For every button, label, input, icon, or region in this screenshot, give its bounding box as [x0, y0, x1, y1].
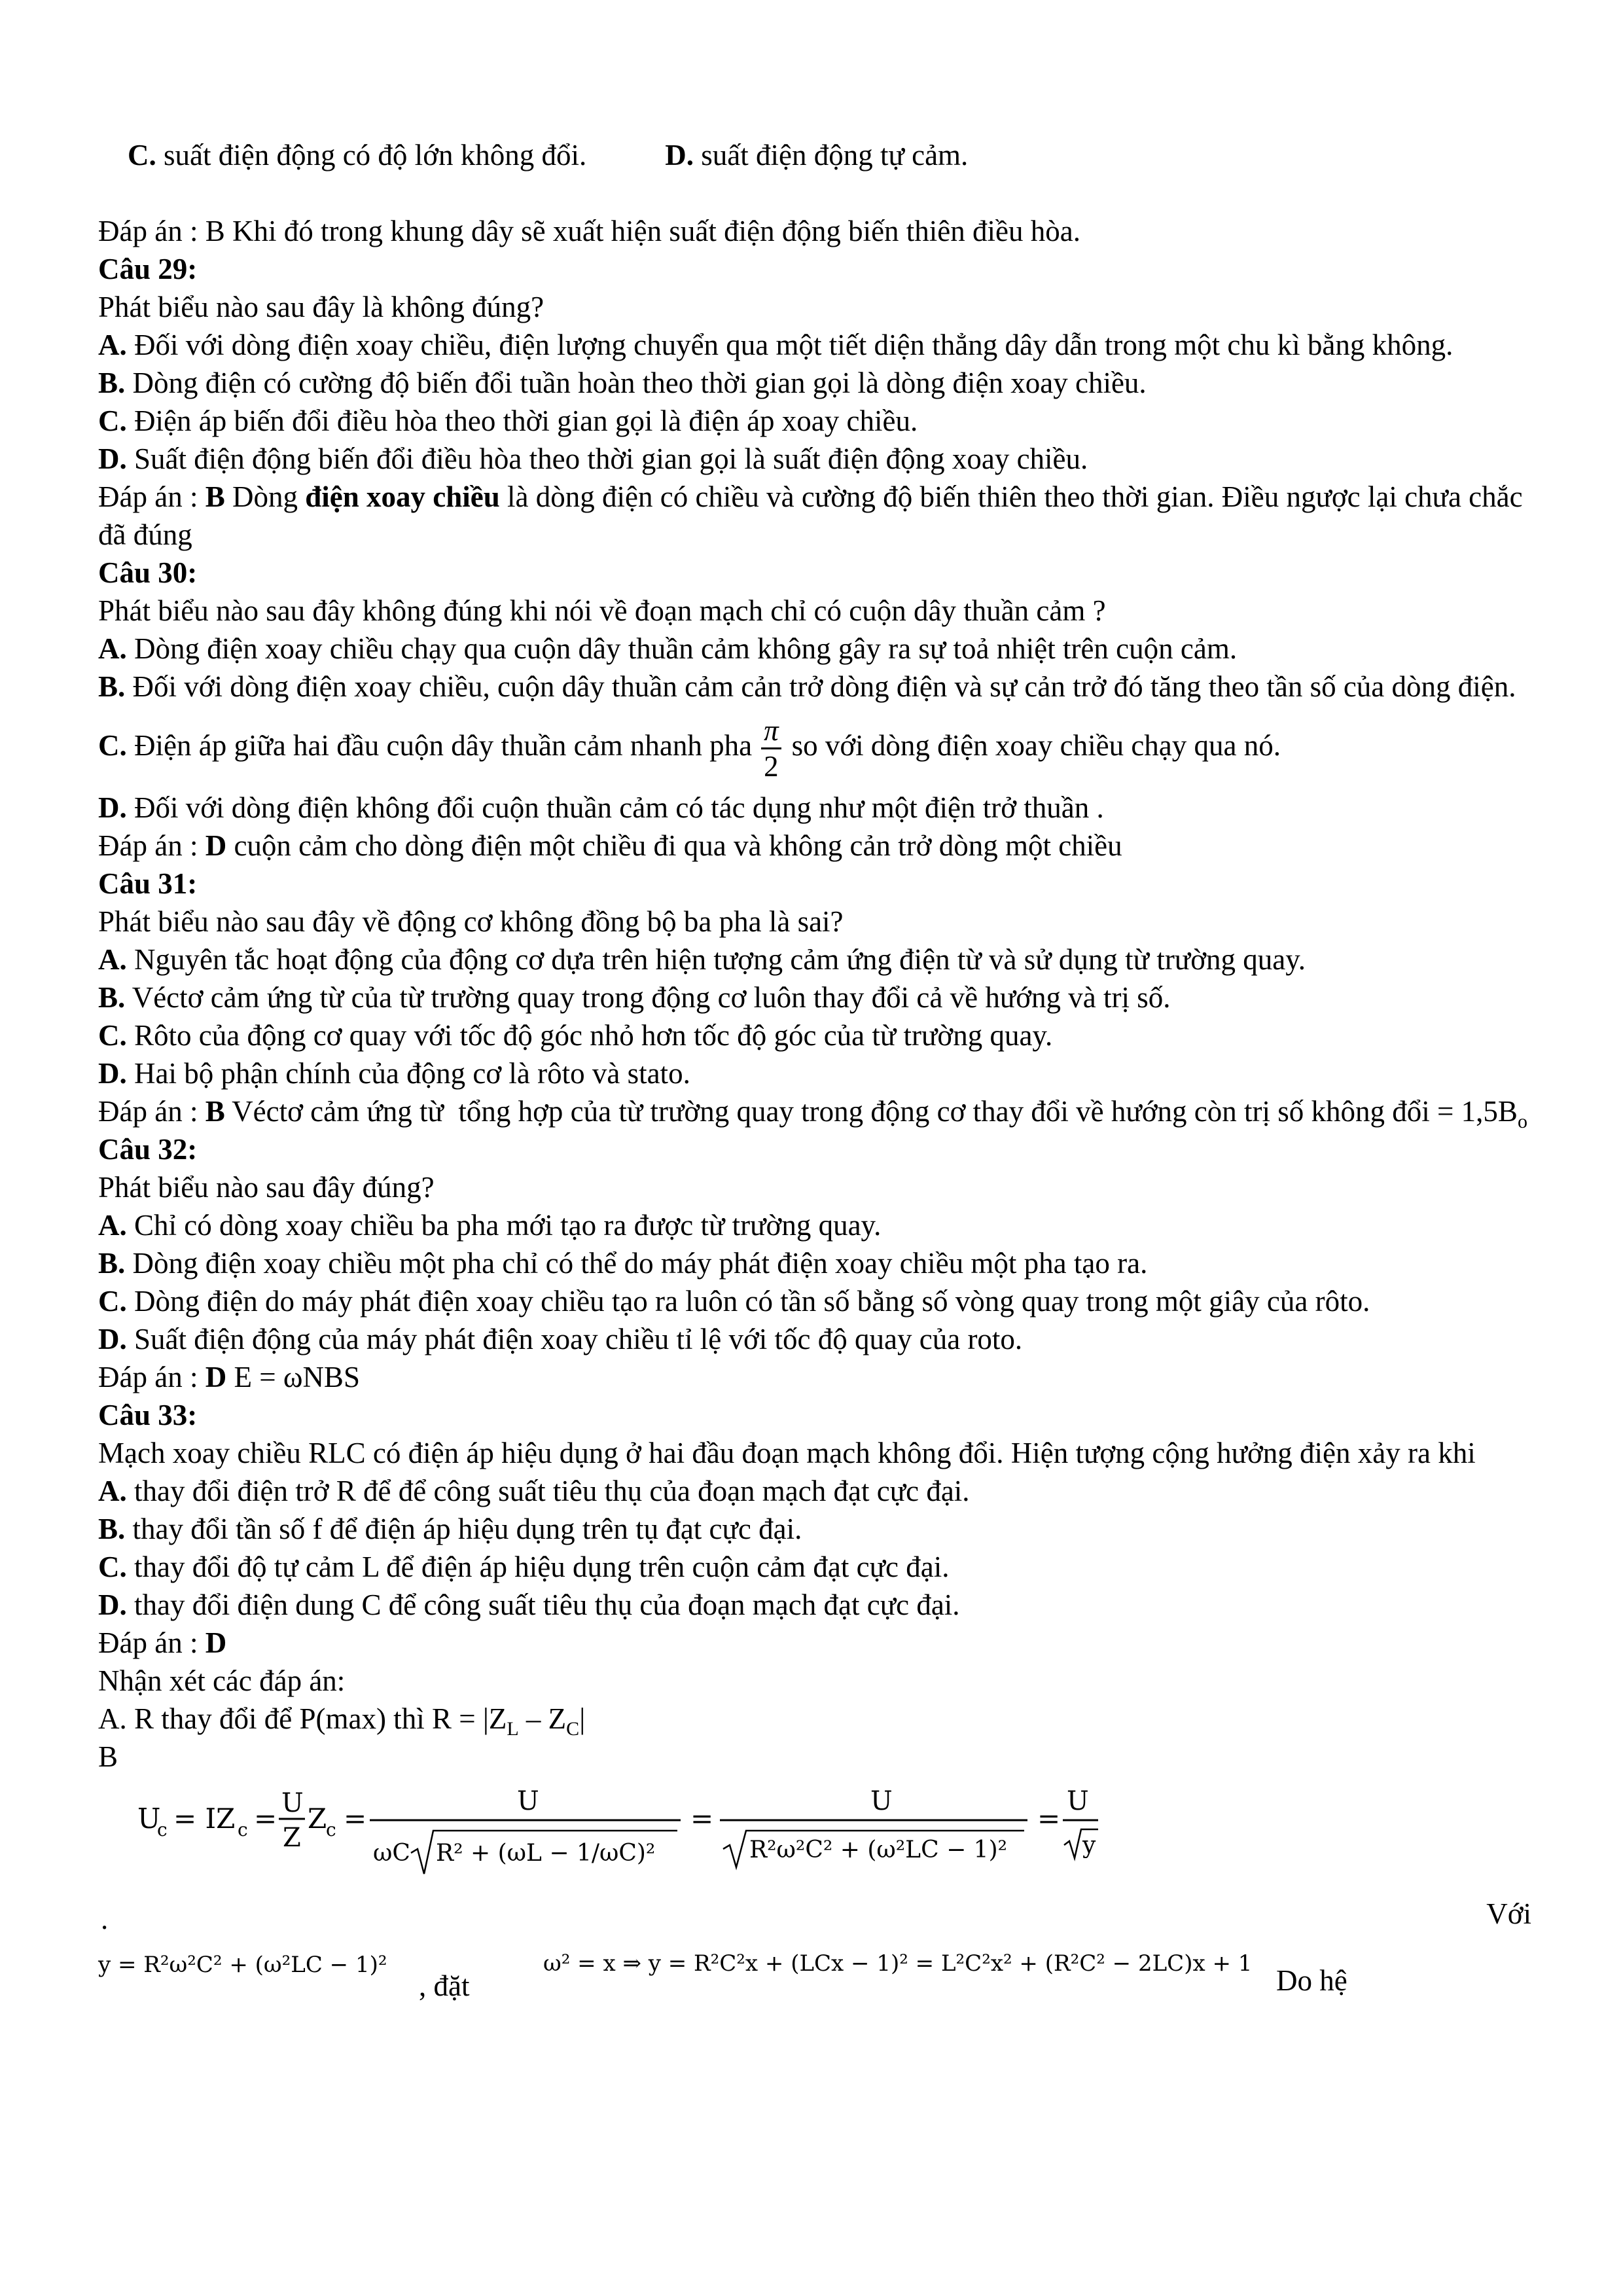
remark-heading: Nhận xét các đáp án: [98, 1664, 346, 1697]
option-d [98, 1320, 1531, 1358]
option-label: C. [98, 1285, 127, 1318]
answer-letter: B [205, 480, 225, 513]
answer-line [98, 827, 1531, 865]
answer-text: Dòng [224, 480, 306, 513]
option-text: Véctơ cảm ứng từ của từ trường quay trong động cơ luôn thay đổi cả về hướng và trị số. [125, 981, 1171, 1014]
option-d [98, 440, 1531, 478]
option-label: D. [98, 442, 127, 475]
eq-subscript: c [157, 1819, 168, 1840]
subscript: o [1517, 1111, 1527, 1132]
option-line-c-d [98, 98, 1531, 212]
option-label: C. [128, 139, 156, 171]
option-label: C. [98, 404, 127, 437]
option-text: Đối với dòng điện không đổi cuộn thuần cảm có tác dụng như một điện trở thuần . [126, 791, 1104, 824]
answer-letter: B [205, 1095, 225, 1128]
answer-text: là dòng điện có chiều và cường độ biến thiên theo thời gian. Điều ngược lại chưa chắc đã đúng [98, 480, 1530, 551]
option-text: thay đổi độ tự cảm L để điện áp hiệu dụng trên cuộn cảm đạt cực đại. [126, 1551, 950, 1583]
question-title: Câu 30: [98, 556, 198, 589]
option-d [98, 1054, 1531, 1092]
dat-text: , đặt [419, 1969, 470, 2002]
question-stem: Mạch xoay chiều RLC có điện áp hiệu dụng ở hai đầu đoạn mạch không đổi. Hiện tượng cộng hưởng điện xảy ra khi [98, 1437, 1476, 1469]
option-text: Nguyên tắc hoạt động của động cơ dựa trên hiện tượng cảm ứng điện từ và sử dụng từ trường quay. [126, 943, 1306, 976]
option-text: Suất điện động biến đổi điều hòa theo thời gian gọi là suất điện động xoay chiều. [126, 442, 1088, 475]
do-he-text: Do hệ [1276, 1964, 1347, 1997]
answer-bold-term: điện xoay chiều [305, 480, 500, 513]
subscript: L [507, 1718, 519, 1740]
option-label: D. [98, 1323, 127, 1355]
option-label: B. [98, 1513, 126, 1545]
option-label: A. [98, 1209, 127, 1242]
option-label: D. [98, 791, 127, 824]
eq-symbol: U [137, 1803, 161, 1835]
answer-line [98, 1624, 1531, 1662]
question-title: Câu 29: [98, 253, 198, 285]
eq-radicand: R²ω²C² + (ω²LC − 1)² [749, 1837, 1008, 1863]
eq-radicand: R² + (ωL − 1/ωC)² [436, 1840, 656, 1867]
eq-equals: = [254, 1803, 277, 1835]
y-definition: y = R²ω²C² + (ω²LC − 1)² [98, 1952, 387, 1978]
substitution-equation: ω² = x ⇒ y = R²C²x + (LCx − 1)² = L²C²x² + (R²C² − 2LC)x + 1 [543, 1950, 1253, 1977]
option-d [98, 1586, 1531, 1624]
option-text: Dòng điện do máy phát điện xoay chiều tạo ra luôn có tần số bằng số vòng quay trong một giây của rôto. [126, 1285, 1370, 1318]
option-text: Dòng điện xoay chiều một pha chỉ có thể do máy phát điện xoay chiều một pha tạo ra. [125, 1247, 1148, 1280]
fraction-numerator: π [761, 713, 781, 749]
question-title: Câu 33: [98, 1399, 198, 1431]
question-stem: Phát biểu nào sau đây không đúng khi nói về đoạn mạch chỉ có cuộn dây thuần cảm ? [98, 594, 1106, 627]
option-c [98, 1548, 1531, 1586]
eq-denominator: Z [283, 1823, 301, 1853]
option-b [98, 1510, 1531, 1548]
option-b [98, 1244, 1531, 1282]
option-text: Suất điện động của máy phát điện xoay chiều tỉ lệ với tốc độ quay của roto. [126, 1323, 1023, 1355]
eq-denominator-prefix: ωC [373, 1840, 410, 1867]
option-text: thay đổi điện trở R để để công suất tiêu thụ của đoạn mạch đạt cực đại. [126, 1475, 970, 1507]
eq-denominator: y [1082, 1832, 1096, 1859]
option-a [98, 630, 1531, 668]
eq-equals: = [690, 1803, 714, 1835]
option-text: Dòng điện có cường độ biến đổi tuần hoàn theo thời gian gọi là dòng điện xoay chiều. [125, 367, 1147, 399]
eq-subscript: c [326, 1819, 336, 1840]
option-text: Chỉ có dòng xoay chiều ba pha mới tạo ra được từ trường quay. [126, 1209, 882, 1242]
option-text: Điện áp giữa hai đầu cuộn dây thuần cảm nhanh pha [126, 728, 753, 762]
option-a [98, 326, 1531, 364]
option-c [98, 1282, 1531, 1320]
remark-a [98, 1700, 1531, 1738]
eq-equals: = [1037, 1803, 1061, 1835]
question-title: Câu 32: [98, 1133, 198, 1166]
eq-symbol: Z [308, 1803, 327, 1835]
option-label: A. [98, 329, 127, 361]
eq-text: = IZ [173, 1803, 236, 1835]
eq-numerator: U [1067, 1786, 1089, 1816]
eq-numerator: U [870, 1786, 893, 1816]
question-stem: Phát biểu nào sau đây đúng? [98, 1171, 435, 1204]
voi-text: Với [1486, 1897, 1531, 1930]
fraction-denominator: 2 [764, 750, 779, 783]
option-label: A. [98, 632, 127, 665]
question-stem: Phát biểu nào sau đây là không đúng? [98, 291, 544, 323]
option-label: A. [98, 943, 127, 976]
uc-equation-svg [98, 1776, 1145, 1900]
option-label: B. [98, 1247, 126, 1280]
option-d [98, 789, 1531, 827]
option-a [98, 1472, 1531, 1510]
option-label: C. [98, 1019, 127, 1052]
option-label: A. [98, 1475, 127, 1507]
answer-line [98, 1092, 1531, 1130]
option-text: suất điện động có độ lớn không đổi. [156, 139, 587, 171]
option-label: B. [98, 670, 126, 703]
document-page [98, 98, 1531, 2000]
answer-prefix: Đáp án : [98, 1095, 205, 1128]
answer-prefix: Đáp án : [98, 1626, 205, 1659]
option-text: Đối với dòng điện xoay chiều, điện lượng chuyển qua một tiết diện thẳng dây dẫn trong một chu kì bằng không. [126, 329, 1454, 361]
voi-line [98, 1897, 1531, 1941]
option-text: Điện áp biến đổi điều hòa theo thời gian gọi là điện áp xoay chiều. [126, 404, 918, 437]
option-text: thay đổi tần số f để điện áp hiệu dụng trên tụ đạt cực đại. [125, 1513, 802, 1545]
answer-text: E = ωNBS [226, 1361, 360, 1393]
option-b [98, 364, 1531, 402]
option-b [98, 978, 1531, 1016]
remark-text: | [579, 1702, 586, 1735]
option-label: B. [98, 981, 126, 1014]
option-label: D. [98, 1588, 127, 1621]
subscript: C [566, 1718, 580, 1740]
option-text: Đối với dòng điện xoay chiều, cuộn dây thuần cảm cản trở dòng điện và sự cản trở đó tăng theo tần số của dòng điện. [125, 670, 1516, 703]
answer-letter: D [205, 829, 227, 862]
y-definition-line [98, 1941, 1531, 2000]
answer-line [98, 478, 1531, 554]
eq-equals: = [344, 1803, 367, 1835]
answer-letter: D [205, 1626, 227, 1659]
option-label: D. [98, 1057, 127, 1090]
option-label: C. [98, 1551, 127, 1583]
option-c [98, 402, 1531, 440]
question-title: Câu 31: [98, 867, 198, 900]
answer-prefix: Đáp án : [98, 1361, 205, 1393]
option-text: suất điện động tự cảm. [694, 139, 969, 171]
eq-numerator: U [517, 1786, 539, 1816]
answer-line: Đáp án : B Khi đó trong khung dây sẽ xuất hiện suất điện động biến thiên điều hòa. [98, 215, 1080, 247]
answer-line [98, 1358, 1531, 1396]
answer-prefix: Đáp án : [98, 829, 205, 862]
option-text: so với dòng điện xoay chiều chạy qua nó. [791, 728, 1281, 762]
remark-b: B [98, 1740, 118, 1773]
option-a [98, 1206, 1531, 1244]
remark-text: A. R thay đổi để P(max) thì R = |Z [98, 1702, 507, 1735]
answer-text: Véctơ cảm ứng từ tổng hợp của từ trường quay trong động cơ thay đổi về hướng còn trị số không đổi = 1,5B [224, 1095, 1518, 1128]
dot-text: . [101, 1903, 109, 1935]
answer-prefix: Đáp án : [98, 480, 205, 513]
eq-numerator: U [281, 1788, 304, 1818]
uc-equation [98, 1776, 1531, 1900]
option-label: D. [665, 139, 694, 171]
remark-text: – Z [518, 1702, 567, 1735]
question-stem: Phát biểu nào sau đây về động cơ không đồng bộ ba pha là sai? [98, 905, 844, 938]
option-label: B. [98, 367, 126, 399]
answer-letter: D [205, 1361, 227, 1393]
answer-text: cuộn cảm cho dòng điện một chiều đi qua và không cản trở dòng một chiều [226, 829, 1122, 862]
option-text: Rôto của động cơ quay với tốc độ góc nhỏ hơn tốc độ góc của từ trường quay. [126, 1019, 1053, 1052]
option-label: C. [98, 728, 127, 762]
option-c [98, 713, 1531, 783]
option-text: Dòng điện xoay chiều chạy qua cuộn dây thuần cảm không gây ra sự toả nhiệt trên cuộn cảm. [126, 632, 1238, 665]
option-text: Hai bộ phận chính của động cơ là rôto và stato. [126, 1057, 690, 1090]
pi-over-2-fraction [761, 713, 781, 783]
option-b [98, 668, 1531, 706]
option-text: thay đổi điện dung C để công suất tiêu thụ của đoạn mạch đạt cực đại. [126, 1588, 960, 1621]
option-c [98, 1016, 1531, 1054]
option-a [98, 941, 1531, 978]
eq-subscript: c [238, 1819, 248, 1840]
